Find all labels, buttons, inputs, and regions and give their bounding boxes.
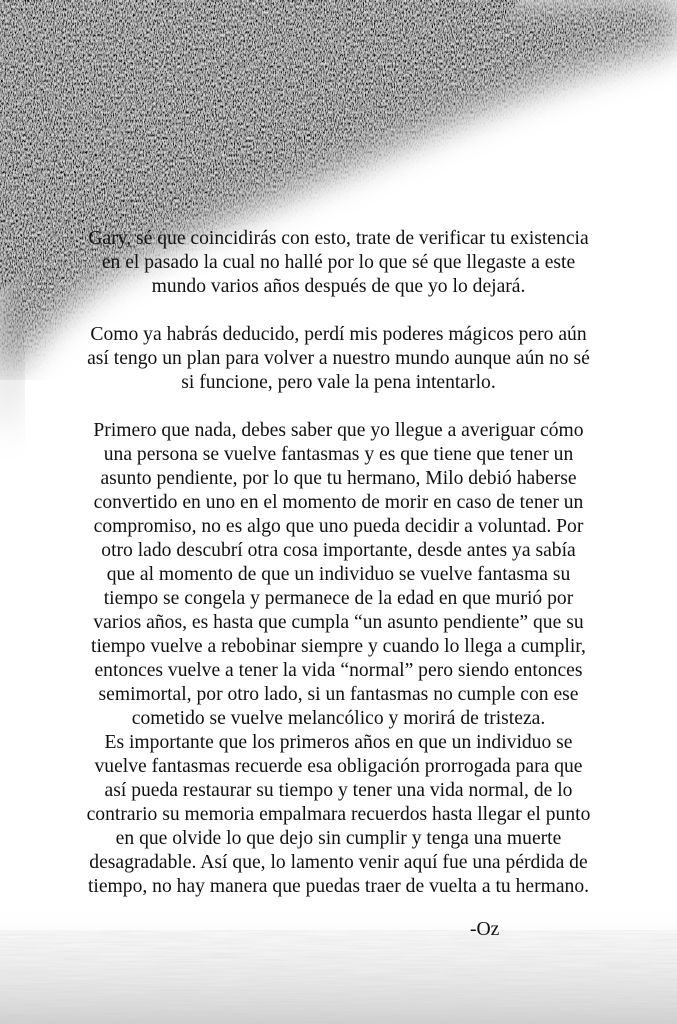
paragraph-ghost-explanation: Primero que nada, debes saber que yo llegue a averiguar cómo una persona se vuelve fantasmas y es que tiene que tener un asunto pendiente, por lo que tu hermano, Milo debió haberse convertido en uno en el momento de morir en caso de tener un compromiso, no es algo que uno pueda decidir a voluntad. Por otro lado descubrí otra cosa importante, desde antes ya sabía que al momento de que un individuo se vuelve fantasma su tiempo se congela y permanece de la edad en que murió por varios años, es hasta que cumpla “un asunto pendiente” que su tiempo vuelve a rebobinar siempre y cuando lo llega a cumplir, entonces vuelve a tener la vida “normal” pero siendo entonces semimortal, por otro lado, si un fantasmas no cumple con ese cometido se vuelve melancólico y morirá de tristeza.	[91, 420, 586, 729]
paragraph-conclusion: Es importante que los primeros años en que un individuo se vuelve fantasmas recuerde esa obligación prorrogada para que así pueda restaurar su tiempo y tener una vida normal, de lo contrario su memoria empalmara recuerdos hasta llegar el punto en que olvide lo que dejo sin cumplir y tenga una muerte desagradable. Así que, lo lamento venir aquí fue una pérdida de tiempo, no hay manera que puedas traer de vuelta a tu hermano.	[86, 732, 591, 897]
paragraph-intro: Gary, sé que coincidirás con esto, trate de verificar tu existencia en el pasado la cual no hallé por lo que sé que llegaste a este mundo varios años después de que yo lo dejará.	[88, 228, 589, 297]
paragraph-spacer	[60, 299, 617, 323]
letter-body	[60, 227, 617, 899]
paragraph-spacer	[60, 395, 617, 419]
paragraph-plan: Como ya habrás deducido, perdí mis poderes mágicos pero aún así tengo un plan para volver a nuestro mundo aunque aún no sé si funcione, pero vale la pena intentarlo.	[87, 324, 590, 393]
signature: -Oz	[470, 919, 500, 940]
